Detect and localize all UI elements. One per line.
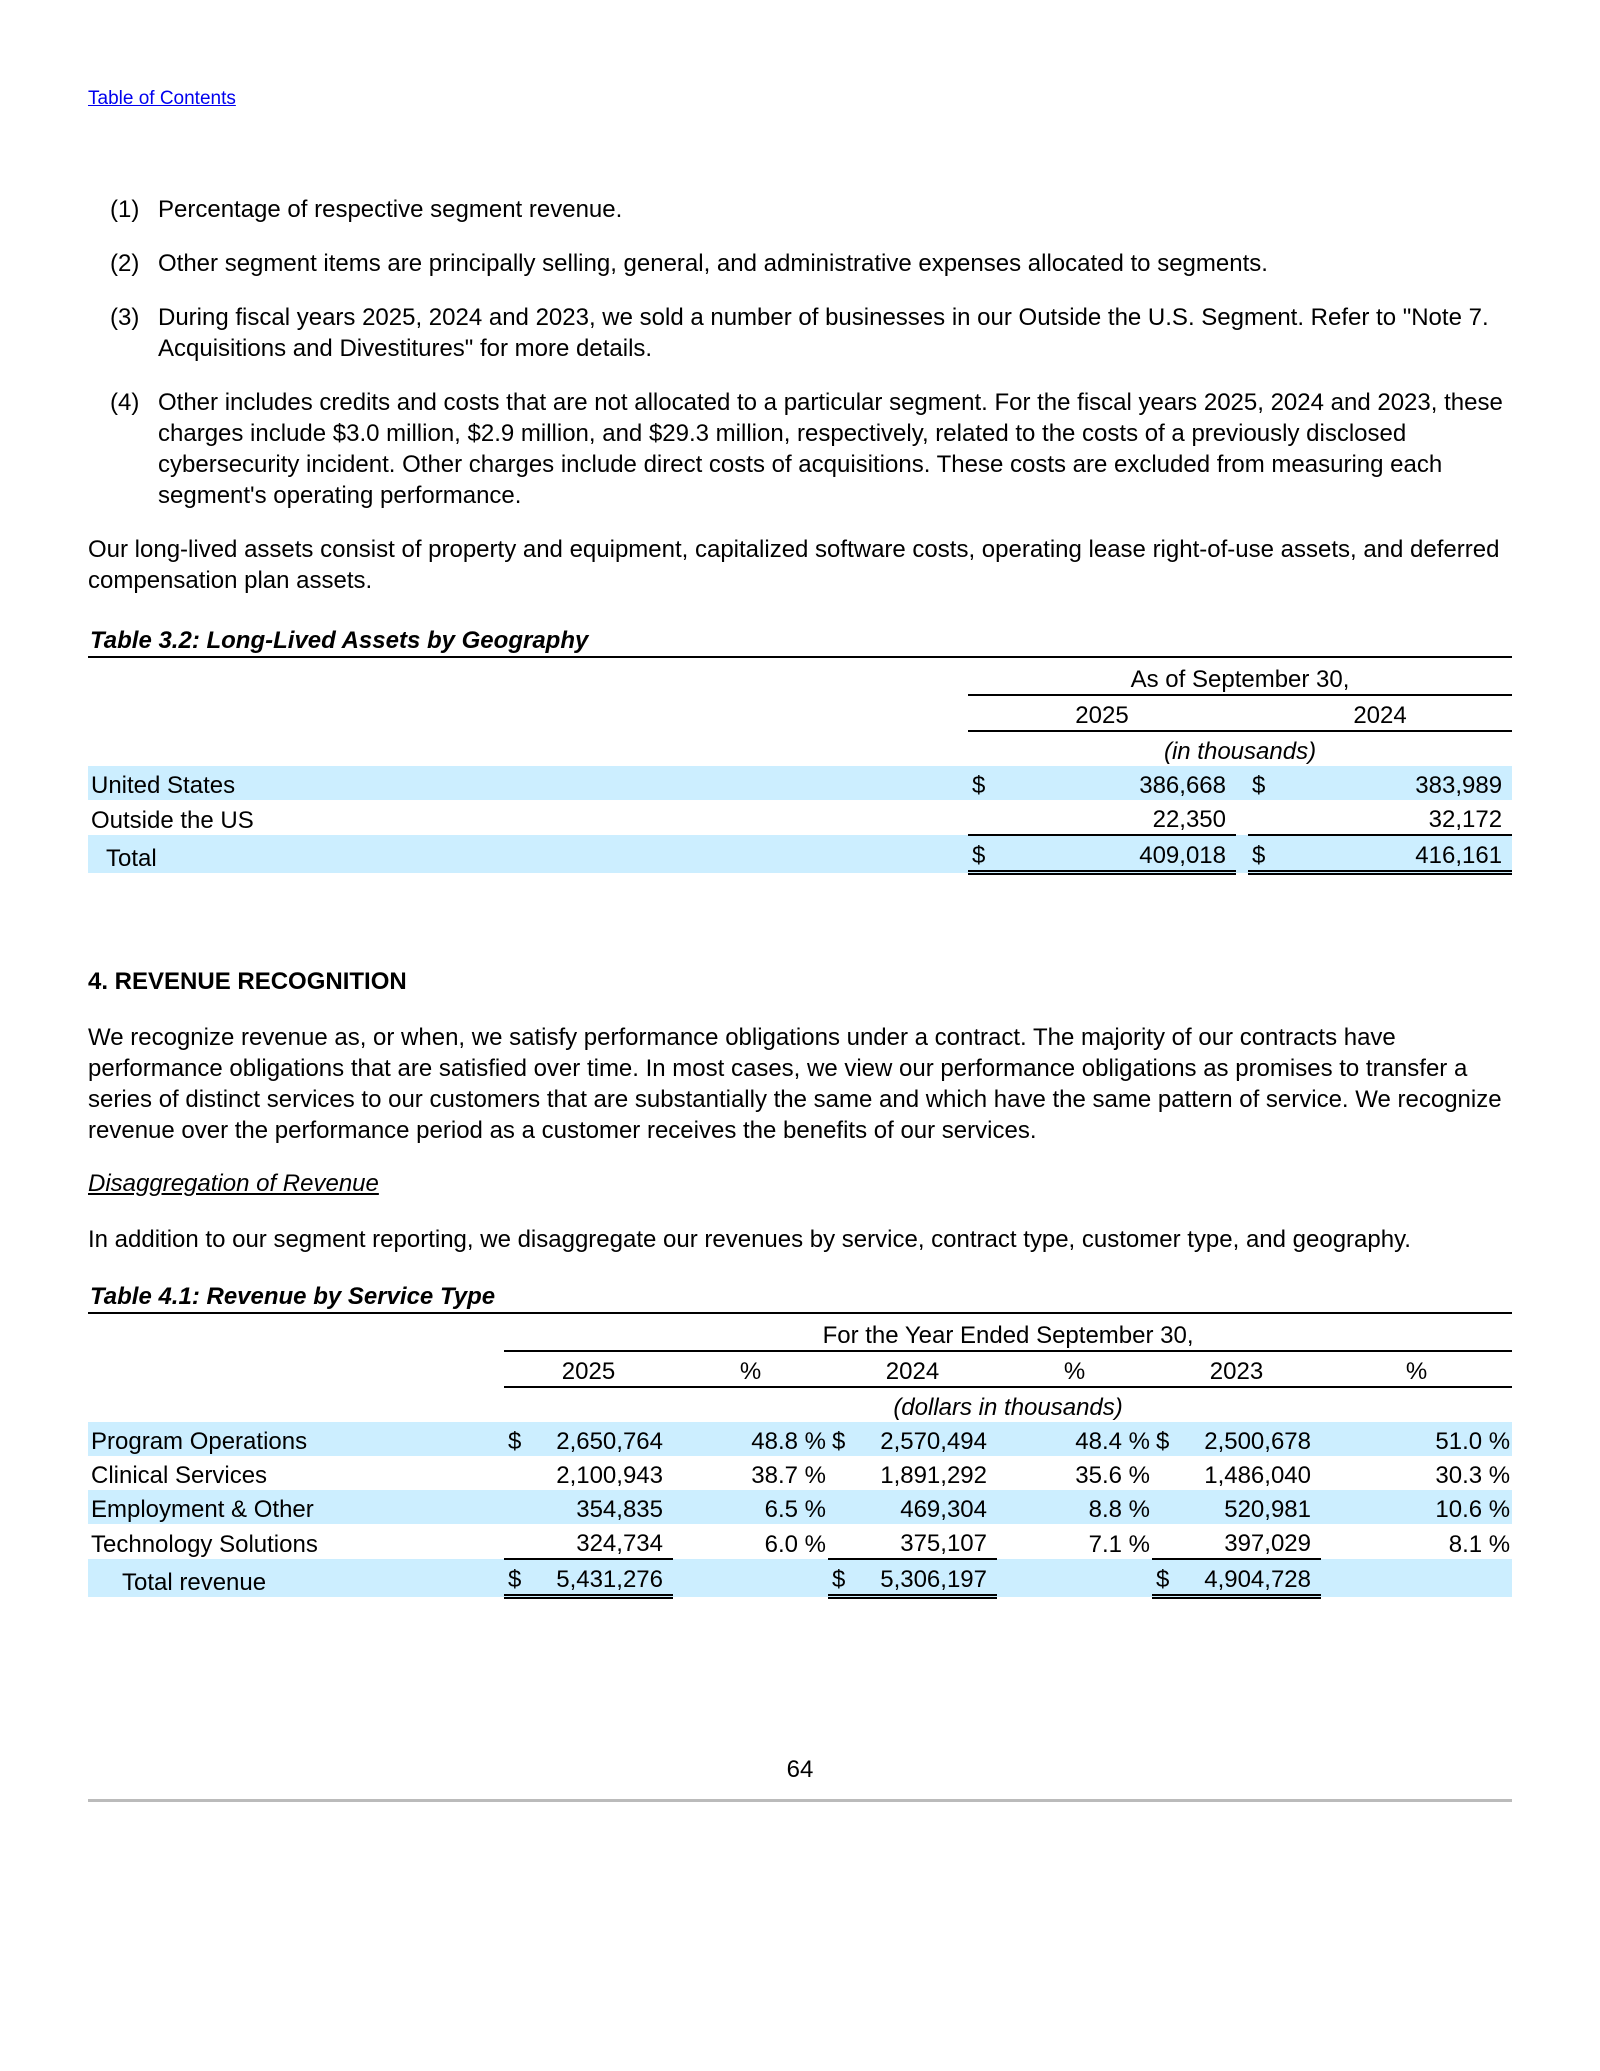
dollar-sign: [504, 1456, 528, 1490]
row-label: Technology Solutions: [91, 1531, 318, 1558]
value-2024: 375,107: [852, 1524, 997, 1559]
table-header-row: [88, 660, 1512, 695]
row-label: Program Operations: [88, 1422, 504, 1456]
dollar-sign: $: [1152, 1422, 1176, 1456]
footnote-number: (4): [110, 389, 140, 416]
units-label: (in thousands): [1163, 738, 1317, 765]
dollar-sign: $: [504, 1422, 528, 1456]
dollar-sign: $: [1248, 835, 1272, 873]
value-2025: 386,668: [992, 766, 1236, 800]
row-label: Clinical Services: [91, 1462, 268, 1489]
dollar-sign: [1152, 1524, 1176, 1559]
footnote-item: [88, 194, 1512, 225]
value-2024: 32,172: [1272, 800, 1512, 835]
value-2023: 520,981: [1176, 1490, 1321, 1524]
row-label: Total revenue: [88, 1559, 504, 1597]
percent-2024: 8.8 %: [997, 1490, 1152, 1524]
dollar-sign: [968, 800, 992, 835]
table-title: Table 4.1: Revenue by Service Type: [88, 1282, 1512, 1314]
dollar-sign: [828, 1456, 852, 1490]
footnote-number: (1): [110, 196, 140, 223]
dollar-sign: [1152, 1456, 1176, 1490]
percent-2025: 6.0 %: [764, 1531, 826, 1558]
dollar-sign: [504, 1490, 528, 1524]
percent-2023: 8.1 %: [1448, 1531, 1511, 1558]
footnote-number: (3): [110, 304, 140, 331]
value-2024: 2,570,494: [852, 1422, 997, 1456]
footnote-text: Other segment items are principally selling, general, and administrative expenses allocated to segments.: [158, 250, 1268, 277]
section-heading: 4. REVENUE RECOGNITION: [88, 968, 407, 995]
footnote-text: Percentage of respective segment revenue.: [158, 196, 623, 223]
footnote-item: [88, 248, 1512, 279]
revenue-by-service-table: [88, 1316, 1512, 1599]
revenue-recognition-paragraph: We recognize revenue as, or when, we satisfy performance obligations under a contract. The majority of our contracts have performance obligations that are satisfied over time. In most cases, we view our performance obligations as promises to transfer a series of distinct services to our customers that are substantially the same and which have the same pattern of service. We recognize revenue over the performance period as a customer receives the benefits of our services.: [88, 1024, 1502, 1144]
dollar-sign: [828, 1524, 852, 1559]
footnote-text: During fiscal years 2025, 2024 and 2023, we sold a number of businesses in our Outside the U.S. Segment. Refer to "Note 7. Acquisitions and Divestitures" for more details.: [158, 304, 1489, 362]
dollar-sign: [828, 1490, 852, 1524]
dollar-sign: $: [504, 1559, 528, 1597]
table-row: [88, 1524, 1512, 1559]
value-2024: 1,891,292: [880, 1462, 987, 1489]
value-2023: 397,029: [1176, 1524, 1321, 1559]
dollar-sign: $: [828, 1559, 852, 1597]
units-label: (dollars in thousands): [893, 1394, 1123, 1421]
table-units-row: [88, 731, 1512, 766]
value-2025: 2,100,943: [556, 1462, 663, 1489]
table-units-row: [88, 1387, 1512, 1422]
percent-2025: 48.8 %: [673, 1422, 828, 1456]
percent-2024: 7.1 %: [1088, 1531, 1150, 1558]
percent-2023: 51.0 %: [1321, 1422, 1512, 1456]
table-header-row: [88, 1351, 1512, 1387]
value-2023: 2,500,678: [1176, 1422, 1321, 1456]
disaggregation-paragraph: In addition to our segment reporting, we disaggregate our revenues by service, contract type, customer type, and geography.: [88, 1226, 1411, 1253]
footnote-item: [88, 302, 1512, 364]
value-2025: 409,018: [992, 835, 1236, 873]
column-header-2024: 2024: [828, 1351, 997, 1387]
percent-2023: 10.6 %: [1321, 1490, 1512, 1524]
column-header-2025: 2025: [504, 1351, 673, 1387]
long-lived-assets-paragraph: Our long-lived assets consist of property and equipment, capitalized software costs, operating lease right-of-use assets, and deferred compensation plan assets.: [88, 536, 1500, 594]
value-2023: 1,486,040: [1204, 1462, 1311, 1489]
table-row: [88, 1422, 1512, 1456]
column-group-header: For the Year Ended September 30,: [504, 1316, 1512, 1351]
table-row: [88, 800, 1512, 835]
long-lived-assets-table: [88, 660, 1512, 875]
value-2025: 324,734: [528, 1524, 673, 1559]
table-of-contents-link[interactable]: Table of Contents: [88, 88, 236, 109]
column-header-percent: %: [673, 1351, 828, 1387]
row-label: United States: [88, 766, 968, 800]
column-header-2024: 2024: [1248, 695, 1512, 731]
value-2024: 383,989: [1272, 766, 1512, 800]
percent-2023: 30.3 %: [1435, 1462, 1511, 1489]
percent-2024: 35.6 %: [1075, 1462, 1150, 1489]
value-2025: 2,650,764: [528, 1422, 673, 1456]
row-label: Employment & Other: [88, 1490, 504, 1524]
percent-2024: 48.4 %: [997, 1422, 1152, 1456]
column-header-percent: %: [997, 1351, 1152, 1387]
row-label: Outside the US: [91, 807, 254, 834]
table-title: Table 3.2: Long-Lived Assets by Geography: [88, 626, 1512, 658]
footer-divider: [88, 1799, 1512, 1802]
table-total-row: [88, 835, 1512, 873]
table-header-row: [88, 1316, 1512, 1351]
dollar-sign: $: [968, 766, 992, 800]
value-2024: 469,304: [852, 1490, 997, 1524]
table-row: [88, 1456, 1512, 1490]
column-header-2023: 2023: [1152, 1351, 1321, 1387]
column-header-percent: %: [1321, 1351, 1512, 1387]
dollar-sign: [1248, 800, 1272, 835]
percent-2025: 6.5 %: [673, 1490, 828, 1524]
table-total-row: [88, 1559, 1512, 1597]
percent-2025: 38.7 %: [751, 1462, 826, 1489]
dollar-sign: $: [828, 1422, 852, 1456]
column-header-2025: 2025: [968, 695, 1236, 731]
footnote-item: [88, 387, 1512, 511]
value-2024: 416,161: [1272, 835, 1512, 873]
column-group-header: As of September 30,: [968, 660, 1512, 695]
dollar-sign: $: [968, 835, 992, 873]
footnotes: [88, 194, 1512, 534]
table-row: [88, 766, 1512, 800]
row-label: Total: [88, 835, 968, 873]
value-2025: 22,350: [992, 800, 1236, 835]
value-2025: 354,835: [528, 1490, 673, 1524]
footnote-number: (2): [110, 250, 140, 277]
total-2025: 5,431,276: [528, 1559, 673, 1597]
total-2024: 5,306,197: [852, 1559, 997, 1597]
table-row: [88, 1490, 1512, 1524]
dollar-sign: $: [1152, 1559, 1176, 1597]
page-number: 64: [786, 1756, 814, 1783]
dollar-sign: [504, 1524, 528, 1559]
table-header-row: [88, 695, 1512, 731]
subsection-heading: Disaggregation of Revenue: [88, 1170, 379, 1197]
total-2023: 4,904,728: [1176, 1559, 1321, 1597]
dollar-sign: [1152, 1490, 1176, 1524]
footnote-text: Other includes credits and costs that are not allocated to a particular segment. For the fiscal years 2025, 2024 and 2023, these charges include $3.0 million, $2.9 million, and $29.3 million, respectively, related to the costs of a previously disclosed cybersecurity incident. Other charges include direct costs of acquisitions. These costs are excluded from measuring each segment's operating performance.: [158, 389, 1503, 509]
dollar-sign: $: [1248, 766, 1272, 800]
